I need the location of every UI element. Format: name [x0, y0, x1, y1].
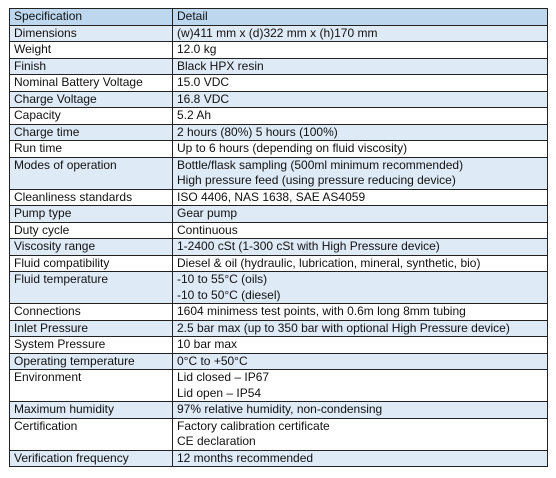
- spec-name-cell: Capacity: [10, 108, 173, 125]
- table-row: [10, 75, 548, 92]
- spec-detail-cell: [173, 353, 548, 370]
- detail-line: 5.2 Ah: [177, 108, 212, 122]
- detail-line: 0°C to +50°C: [177, 353, 248, 368]
- table-row: [10, 157, 548, 189]
- table-row: [10, 91, 548, 108]
- detail-line: Up to 6 hours (depending on fluid viscosity): [177, 141, 408, 155]
- spec-detail-cell: [173, 108, 548, 125]
- spec-name-cell: Dimensions: [10, 25, 173, 42]
- table-row: [10, 108, 548, 125]
- table-row: [10, 141, 548, 158]
- detail-line: Diesel & oil (hydraulic, lubrication, mineral, synthetic, bio): [177, 255, 481, 270]
- detail-line: 12.0 kg: [177, 42, 217, 56]
- header-detail: Detail: [173, 9, 548, 26]
- detail-line: Bottle/flask sampling (500ml minimum recommended): [177, 157, 464, 172]
- detail-line: -10 to 50°C (diesel): [177, 287, 281, 302]
- spec-detail-cell: [173, 320, 548, 337]
- spec-name-cell: Connections: [10, 304, 173, 321]
- spec-detail-cell: [173, 418, 548, 450]
- spec-name-cell: Finish: [10, 58, 173, 75]
- spec-name-cell: Operating temperature: [10, 353, 173, 370]
- spec-detail-cell: [173, 157, 548, 189]
- table-header: [10, 9, 548, 26]
- spec-detail-cell: [173, 239, 548, 256]
- table-row: [10, 42, 548, 59]
- table-row: [10, 25, 548, 42]
- table-row: [10, 450, 548, 467]
- spec-detail-cell: [173, 337, 548, 354]
- spec-detail-cell: [173, 58, 548, 75]
- spec-name-cell: Inlet Pressure: [10, 320, 173, 337]
- detail-line: 2 hours (80%) 5 hours (100%): [177, 124, 338, 139]
- spec-detail-cell: [173, 450, 548, 467]
- spec-detail-cell: [173, 124, 548, 141]
- detail-line: Factory calibration certificate: [177, 418, 330, 433]
- spec-name-cell: Nominal Battery Voltage: [10, 75, 173, 92]
- table-row: [10, 189, 548, 206]
- detail-line: ISO 4406, NAS 1638, SAE AS4059: [177, 189, 366, 204]
- spec-name-cell: Duty cycle: [10, 222, 173, 239]
- spec-name-cell: System Pressure: [10, 337, 173, 354]
- spec-detail-cell: [173, 141, 548, 158]
- table-row: [10, 402, 548, 419]
- spec-name-cell: Charge Voltage: [10, 91, 173, 108]
- spec-name-cell: Fluid temperature: [10, 272, 173, 304]
- table-row: [10, 337, 548, 354]
- detail-line: 15.0 VDC: [177, 75, 230, 89]
- spec-detail-cell: [173, 255, 548, 272]
- table-body: [10, 25, 548, 467]
- table-row: [10, 255, 548, 272]
- table-row: [10, 272, 548, 304]
- spec-name-cell: Environment: [10, 370, 173, 402]
- detail-line: 10 bar max: [177, 337, 238, 351]
- spec-name-cell: Maximum humidity: [10, 402, 173, 419]
- spec-detail-cell: [173, 402, 548, 419]
- spec-detail-cell: [173, 42, 548, 59]
- detail-line: Gear pump: [177, 206, 238, 220]
- spec-name-cell: Cleanliness standards: [10, 189, 173, 206]
- table-row: [10, 370, 548, 402]
- table-row: [10, 304, 548, 321]
- detail-line: Continuous: [177, 222, 238, 237]
- spec-name-cell: Certification: [10, 418, 173, 450]
- detail-line: (w)411 mm x (d)322 mm x (h)170 mm: [177, 25, 378, 40]
- detail-line: Lid closed – IP67: [177, 370, 270, 384]
- detail-line: 1-2400 cSt (1-300 cSt with High Pressure device): [177, 239, 440, 253]
- spec-detail-cell: [173, 222, 548, 239]
- spec-detail-cell: [173, 272, 548, 304]
- detail-line: 97% relative humidity, non-condensing: [177, 402, 383, 416]
- detail-line: Black HPX resin: [177, 58, 264, 73]
- table-row: [10, 418, 548, 450]
- spec-detail-cell: [173, 75, 548, 92]
- detail-line: 12 months recommended: [177, 450, 314, 465]
- spec-detail-cell: [173, 370, 548, 402]
- spec-detail-cell: [173, 304, 548, 321]
- detail-line: High pressure feed (using pressure reducing device): [177, 173, 456, 187]
- detail-line: 2.5 bar max (up to 350 bar with optional High Pressure device): [177, 320, 510, 335]
- detail-line: Lid open – IP54: [177, 385, 262, 400]
- spec-name-cell: Fluid compatibility: [10, 255, 173, 272]
- spec-detail-cell: [173, 206, 548, 223]
- table-row: [10, 320, 548, 337]
- table-row: [10, 239, 548, 256]
- table-row: [10, 206, 548, 223]
- spec-name-cell: Weight: [10, 42, 173, 59]
- spec-name-cell: Pump type: [10, 206, 173, 223]
- spec-name-cell: Run time: [10, 141, 173, 158]
- header-row: [10, 9, 548, 26]
- table-row: [10, 222, 548, 239]
- detail-line: CE declaration: [177, 434, 256, 448]
- detail-line: 16.8 VDC: [177, 91, 230, 106]
- table-row: [10, 353, 548, 370]
- spec-name-cell: Charge time: [10, 124, 173, 141]
- specification-table: [9, 8, 548, 467]
- spec-detail-cell: [173, 189, 548, 206]
- spec-name-cell: Modes of operation: [10, 157, 173, 189]
- detail-line: 1604 minimess test points, with 0.6m long 8mm tubing: [177, 304, 466, 318]
- table-row: [10, 124, 548, 141]
- table-row: [10, 58, 548, 75]
- detail-line: -10 to 55°C (oils): [177, 272, 268, 286]
- header-specification: Specification: [10, 9, 173, 26]
- spec-detail-cell: [173, 25, 548, 42]
- spec-detail-cell: [173, 91, 548, 108]
- spec-name-cell: Verification frequency: [10, 450, 173, 467]
- spec-name-cell: Viscosity range: [10, 239, 173, 256]
